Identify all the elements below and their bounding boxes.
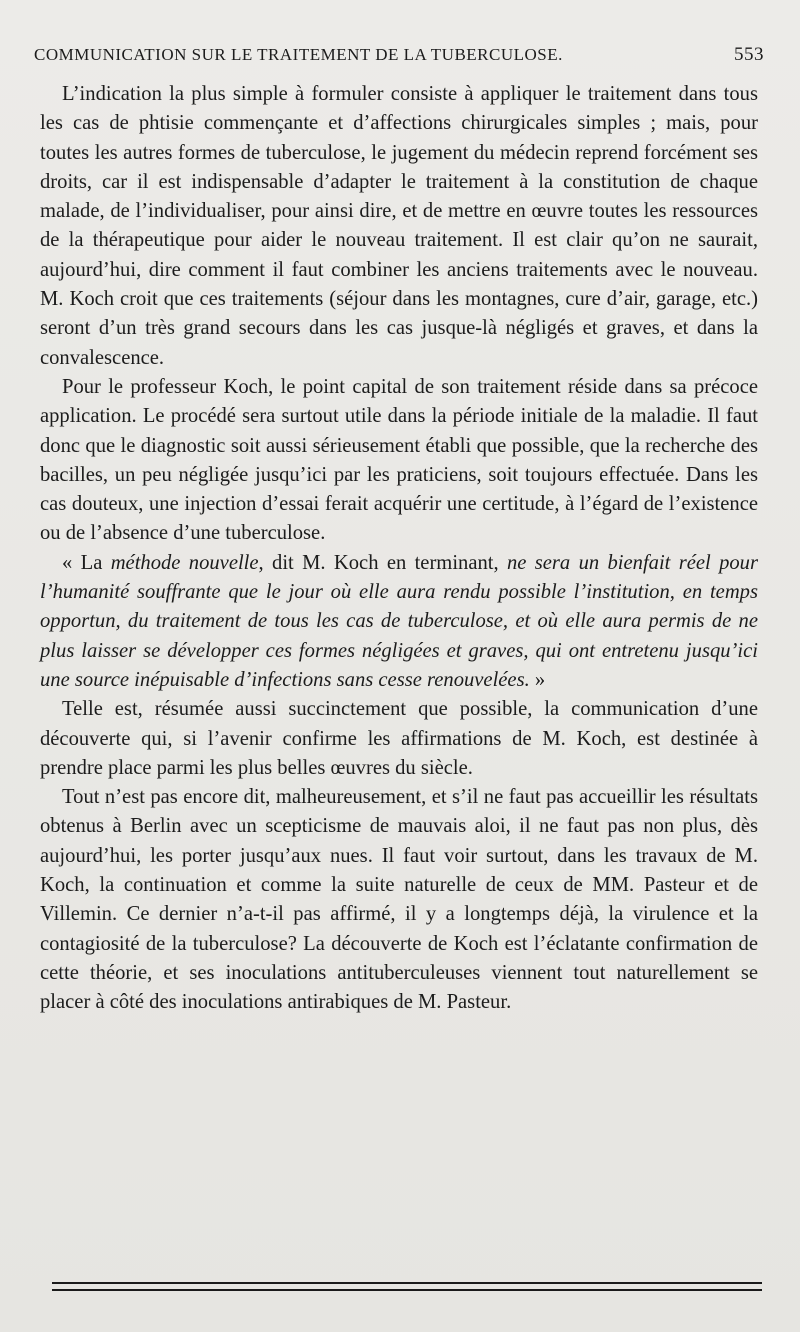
paragraph-1: L’indication la plus simple à formuler consiste à appliquer le traitement dans tous les cas de phtisie commençante et d’affections chirurgicales simples ; mais, pour toutes les autres formes de tuberculose, le jugement du médecin reprend forcément ses droits, car il est indispensable d’adapter le traitement à la constitution de chaque malade, de l’individualiser, pour ainsi dire, et de mettre en œuvre toutes les ressources de la thérapeutique pour aider le nouveau traitement. Il est clair qu’on ne saurait, aujourd’hui, dire comment il faut combiner les anciens traitements avec le nouveau. M. Koch croit que ces traitements (séjour dans les montagnes, cure d’air, garage, etc.) seront d’un très grand secours dans les cas jusque-là négligés et graves, et dans la convalescence. — [40, 83, 758, 369]
running-title: COMMUNICATION SUR LE TRAITEMENT DE LA TUBERCULOSE. — [34, 45, 563, 64]
paragraph-4: Telle est, résumée aussi succinctement que possible, la communication d’une découverte qui, si l’avenir confirme les affirmations de M. Koch, est destinée à prendre place parmi les plus belles œuvres du siècle. — [40, 698, 758, 779]
running-header — [34, 44, 764, 66]
closing-rule-bottom — [52, 1289, 762, 1291]
quote-emphasis-2: ne sera un bienfait réel pour l’humanité souffrante que le jour où elle aura rendu possible l’institution, en temps opportun, du traitement de tous les cas de tuberculose, et où elle aura permis de ne plus laisser se développer ces formes négligées et graves, qui ont entretenu jusqu’ici une source inépuisable d’infections sans cesse renouvelées. — [40, 551, 758, 691]
page-number: 553 — [734, 44, 764, 65]
paragraph-2: Pour le professeur Koch, le point capital de son traitement réside dans sa précoce application. Le procédé sera surtout utile dans la période initiale de la maladie. Il faut donc que le diagnostic soit aussi sérieusement établi que possible, que la recherche des bacilles, un peu négligée jusqu’ici par les praticiens, soit toujours effectuée. Dans les cas douteux, une injection d’essai ferait acquérir une certitude, à l’égard de l’existence ou de l’absence d’une tuberculose. — [40, 375, 758, 545]
quote-emphasis-1: méthode nouvelle — [110, 551, 259, 574]
paragraph-3-quote — [40, 549, 758, 695]
quote-open: « La — [62, 551, 111, 574]
quote-attribution: , dit M. Koch en terminant, — [258, 551, 507, 574]
body-text — [40, 80, 758, 1018]
quote-close: » — [529, 668, 546, 691]
closing-rule-top — [52, 1282, 762, 1284]
paragraph-5: Tout n’est pas encore dit, malheureusement, et s’il ne faut pas accueillir les résultats obtenus à Berlin avec un scepticisme de mauvais aloi, il ne faut pas non plus, dès aujourd’hui, les porter jusqu’aux nues. Il faut voir surtout, dans les travaux de M. Koch, la continuation et comme la suite naturelle de ceux de MM. Pasteur et de Villemin. Ce dernier n’a-t-il pas affirmé, il y a longtemps déjà, la virulence et la contagiosité de la tuberculose? La découverte de Koch est l’éclatante confirmation de cette théorie, et ses inoculations antituberculeuses viennent tout naturellement se placer à côté des inoculations antirabiques de M. Pasteur. — [40, 786, 758, 1014]
